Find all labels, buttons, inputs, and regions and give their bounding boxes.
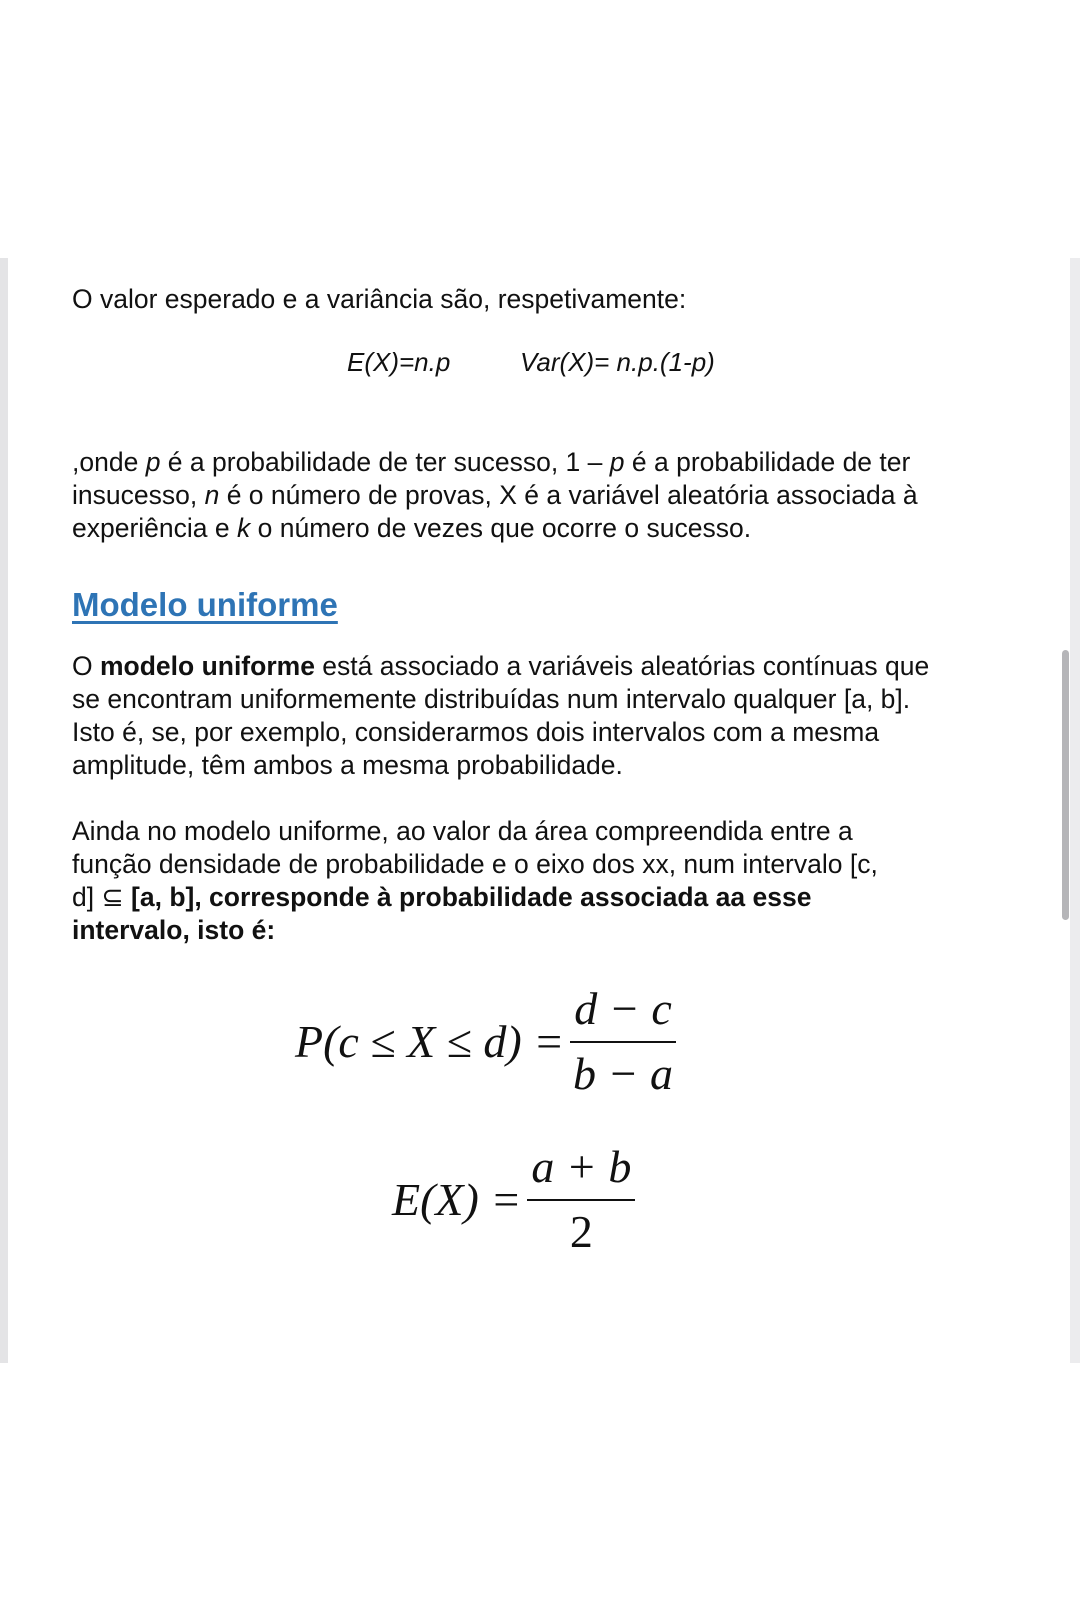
variance-formula: Var(X)= n.p.(1-p): [520, 347, 715, 377]
expected-value-formula: E(X)=n.p: [347, 347, 451, 377]
definitions-line-3: experiência e k o número de vezes que ocorre o sucesso.: [72, 513, 752, 543]
para1-line-2: se encontram uniformemente distribuídas num intervalo qualquer [a, b].: [72, 684, 911, 714]
intro-text: O valor esperado e a variância são, respetivamente:: [72, 284, 687, 314]
definitions-line-1: ,onde p é a probabilidade de ter sucesso, 1 – p é a probabilidade de ter: [72, 447, 911, 477]
para2-line-4: intervalo, isto é:: [72, 915, 276, 945]
para1-line-4: amplitude, têm ambos a mesma probabilidade.: [72, 750, 623, 780]
page-left-border: [0, 258, 8, 1363]
para2-line-3: d] ⊆ [a, b], corresponde à probabilidade associada aa esse: [72, 882, 812, 912]
definitions-line-2: insucesso, n é o número de provas, X é a variável aleatória associada à: [72, 480, 918, 510]
section-heading: Modelo uniforme: [72, 586, 338, 623]
para1-line-3: Isto é, se, por exemplo, considerarmos dois intervalos com a mesma: [72, 717, 880, 747]
para2-line-1: Ainda no modelo uniforme, ao valor da área compreendida entre a: [72, 816, 853, 846]
scrollbar[interactable]: [1062, 650, 1069, 920]
para1-line-1: O modelo uniforme está associado a variáveis aleatórias contínuas que: [72, 651, 930, 681]
uniform-probability-formula: P(c ≤ X ≤ d) = $\frac{d - c}{b - a}$: [295, 982, 676, 1100]
para2-line-2: função densidade de probabilidade e o eixo dos xx, num intervalo [c,: [72, 849, 878, 879]
page-right-border: [1070, 258, 1080, 1363]
uniform-mean-formula: E(X) = $\frac{a + b}{2}$: [392, 1140, 635, 1258]
